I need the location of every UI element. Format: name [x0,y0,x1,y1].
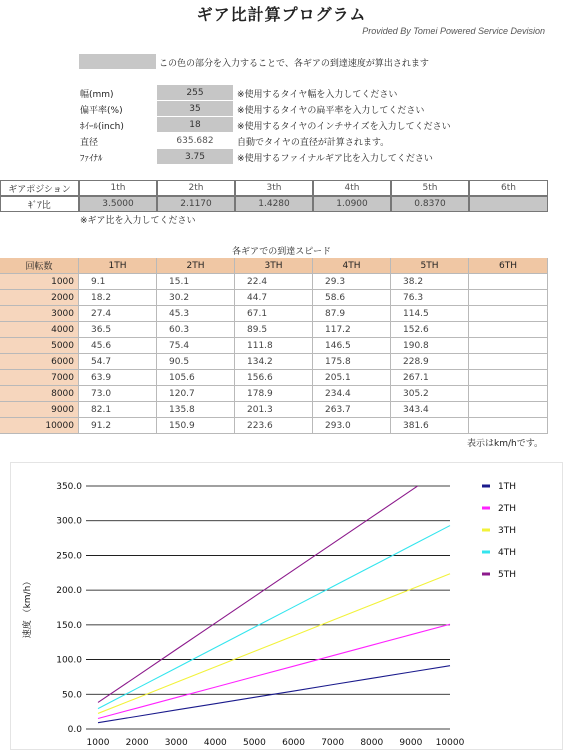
gear-position-cell: 4th [313,180,391,196]
speed-cell: 175.8 [313,354,391,370]
input-note: 自動でタイヤの直径が計算されます。 [237,138,390,148]
input-label: ﾎｲｰﾙ(inch) [80,122,124,132]
input-value-field[interactable]: 3.75 [157,149,233,164]
gear-ratio-input[interactable]: 1.0900 [313,196,391,212]
speed-cell: 76.3 [391,290,469,306]
y-tick-label: 150.0 [56,620,82,631]
speed-cell: 30.2 [157,290,235,306]
speed-cell: 15.1 [157,274,235,290]
rpm-cell: 10000 [0,418,79,434]
speed-cell: 178.9 [235,386,313,402]
gear-ratio-label: ｷﾞｱ比 [0,196,79,212]
speed-cell [469,354,548,370]
speed-chart [10,462,563,750]
speed-cell: 190.8 [391,338,469,354]
speed-cell: 117.2 [313,322,391,338]
speed-cell [469,274,548,290]
speed-cell: 67.1 [235,306,313,322]
speed-cell: 22.4 [235,274,313,290]
y-tick-label: 50.0 [61,690,82,701]
speed-cell: 36.5 [79,322,157,338]
x-tick-label: 4000 [203,738,227,748]
gear-speed-header: 5TH [391,258,469,274]
rpm-cell: 6000 [0,354,79,370]
x-tick-label: 7000 [321,738,345,748]
input-label: 幅(mm) [80,90,114,100]
gear-ratio-input[interactable]: 1.4280 [235,196,313,212]
speed-cell [469,322,548,338]
speed-cell: 75.4 [157,338,235,354]
input-note: ※使用するファイナルギア比を入力してください [237,154,433,164]
speed-cell: 152.6 [391,322,469,338]
speed-cell: 38.2 [391,274,469,290]
rpm-cell: 4000 [0,322,79,338]
speed-cell [469,418,548,434]
x-tick-label: 3000 [164,738,188,748]
speed-cell: 82.1 [79,402,157,418]
speed-cell: 135.8 [157,402,235,418]
x-tick-label: 5000 [242,738,266,748]
legend-label: 1TH [498,482,516,492]
speed-cell: 105.6 [157,370,235,386]
speed-cell: 58.6 [313,290,391,306]
rpm-header: 回転数 [0,258,79,274]
rpm-cell: 1000 [0,274,79,290]
gear-position-cell: 6th [469,180,548,196]
input-value-field[interactable]: 35 [157,101,233,116]
rpm-cell: 7000 [0,370,79,386]
x-tick-label: 8000 [360,738,384,748]
gear-position-cell: 3th [235,180,313,196]
speed-cell: 381.6 [391,418,469,434]
speed-cell: 9.1 [79,274,157,290]
speed-cell: 201.3 [235,402,313,418]
input-label: 偏平率(%) [80,106,123,116]
intro-text: この色の部分を入力することで、各ギアの到達速度が算出されます [159,59,429,69]
gear-ratio-table [0,180,548,212]
rpm-cell: 2000 [0,290,79,306]
gear-speed-header: 3TH [235,258,313,274]
input-label: ﾌｧｲﾅﾙ [80,154,103,164]
speed-cell: 267.1 [391,370,469,386]
gear-position-cell: 5th [391,180,469,196]
legend-label: 5TH [498,570,516,580]
speed-cell: 27.4 [79,306,157,322]
gear-ratio-note: ※ギア比を入力してください [80,216,196,226]
speed-cell: 205.1 [313,370,391,386]
speed-cell: 45.3 [157,306,235,322]
gear-ratio-input[interactable]: 3.5000 [79,196,157,212]
speed-cell: 228.9 [391,354,469,370]
speed-cell: 90.5 [157,354,235,370]
y-axis-label: 速度 （km/h） [23,576,33,639]
gear-position-header: ギアポジション [0,180,79,196]
gear-ratio-input[interactable] [469,196,548,212]
speed-table-title: 各ギアでの到達スピード [232,247,331,257]
gear-speed-header: 1TH [79,258,157,274]
y-tick-label: 250.0 [56,551,82,562]
speed-cell: 54.7 [79,354,157,370]
speed-cell: 234.4 [313,386,391,402]
credit-text: Provided By Tomei Powered Service Devision [362,26,545,36]
page-title: ギア比計算プログラム [196,5,367,24]
speed-cell [469,370,548,386]
x-tick-label: 6000 [282,738,306,748]
legend-label: 4TH [498,548,516,558]
gear-speed-header: 6TH [469,258,548,274]
rpm-cell: 3000 [0,306,79,322]
input-label: 直径 [80,138,99,148]
speed-cell: 89.5 [235,322,313,338]
gear-ratio-input[interactable]: 2.1170 [157,196,235,212]
speed-cell: 29.3 [313,274,391,290]
speed-cell: 156.6 [235,370,313,386]
speed-cell: 18.2 [79,290,157,306]
speed-cell [469,338,548,354]
speed-cell [469,386,548,402]
speed-cell [469,306,548,322]
speed-cell: 44.7 [235,290,313,306]
y-tick-label: 100.0 [56,655,82,666]
gear-speed-header: 4TH [313,258,391,274]
speed-cell: 111.8 [235,338,313,354]
speed-cell: 63.9 [79,370,157,386]
x-tick-label: 9000 [399,738,423,748]
gear-speed-header: 2TH [157,258,235,274]
gear-ratio-input[interactable]: 0.8370 [391,196,469,212]
y-tick-label: 0.0 [67,725,82,735]
speed-cell: 134.2 [235,354,313,370]
legend-label: 3TH [498,526,516,536]
y-tick-label: 350.0 [56,482,82,492]
speed-cell: 87.9 [313,306,391,322]
speed-cell: 120.7 [157,386,235,402]
x-tick-label: 2000 [125,738,149,748]
speed-cell: 223.6 [235,418,313,434]
speed-cell: 45.6 [79,338,157,354]
input-note: ※使用するタイヤのインチサイズを入力してください [237,122,451,132]
unit-note: 表示はkm/hです。 [467,439,543,449]
speed-cell: 150.9 [157,418,235,434]
rpm-cell: 5000 [0,338,79,354]
input-note: ※使用するタイヤ幅を入力してください [237,90,398,100]
input-note: ※使用するタイヤの扁平率を入力してください [237,106,425,116]
rpm-cell: 8000 [0,386,79,402]
speed-cell: 305.2 [391,386,469,402]
speed-cell: 73.0 [79,386,157,402]
computed-value: 635.682 [176,135,214,146]
speed-cell [469,402,548,418]
speed-cell: 293.0 [313,418,391,434]
gear-position-cell: 1th [79,180,157,196]
speed-cell: 60.3 [157,322,235,338]
x-tick-label: 1000 [86,738,110,748]
speed-cell: 146.5 [313,338,391,354]
chart-frame [11,463,563,750]
speed-cell: 91.2 [79,418,157,434]
speed-cell [469,290,548,306]
input-value-field[interactable]: 255 [157,85,233,100]
rpm-cell: 9000 [0,402,79,418]
speed-cell: 343.4 [391,402,469,418]
gear-position-cell: 2th [157,180,235,196]
speed-table [0,258,548,434]
y-tick-label: 200.0 [56,586,82,597]
x-tick-label: 10000 [435,738,465,748]
input-value-field[interactable]: 18 [157,117,233,132]
input-color-swatch [79,54,156,69]
y-tick-label: 300.0 [56,516,82,527]
speed-cell: 263.7 [313,402,391,418]
speed-cell: 114.5 [391,306,469,322]
legend-label: 2TH [498,504,516,514]
